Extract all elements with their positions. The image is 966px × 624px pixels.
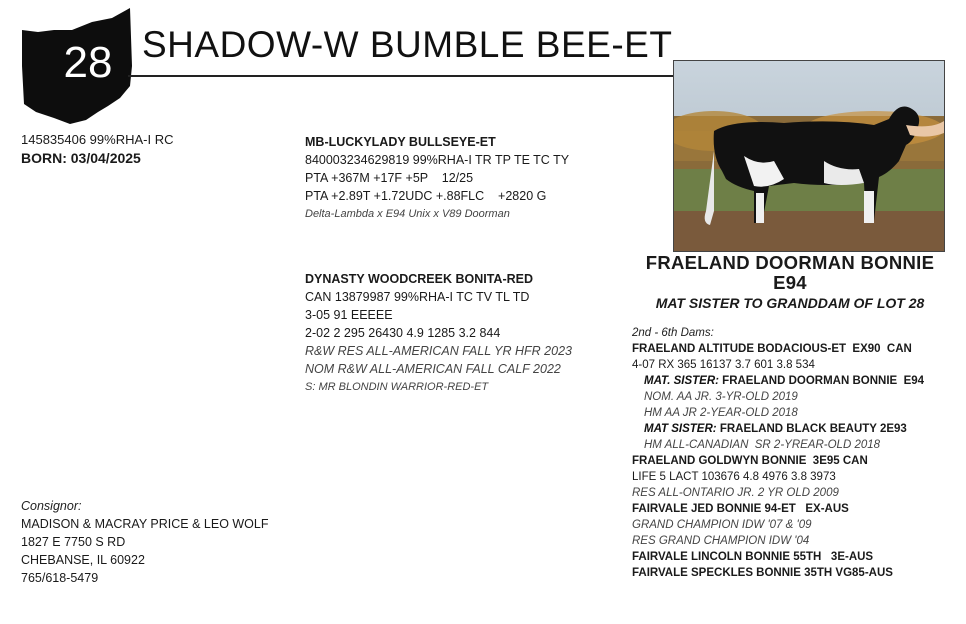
animal-title: SHADOW-W BUMBLE BEE-ET xyxy=(142,24,673,65)
dam-5-name: FAIRVALE LINCOLN BONNIE 55TH 3E-AUS xyxy=(632,551,874,563)
dam-record: 2-02 2 295 26430 4.9 1285 3.2 844 xyxy=(305,326,501,340)
dam-4-award-1: GRAND CHAMPION IDW '07 & '09 xyxy=(632,519,812,531)
mat-sister-2-label: MAT SISTER: xyxy=(644,423,717,435)
mat-sister-1-award-1: NOM. AA JR. 3-YR-OLD 2019 xyxy=(644,391,798,403)
dam-3-name: FRAELAND GOLDWYN BONNIE 3E95 CAN xyxy=(632,455,868,467)
photo-caption-score: E94 xyxy=(773,272,807,293)
mat-sister-1 xyxy=(632,373,924,389)
photo-caption xyxy=(620,253,960,313)
mat-sister-2 xyxy=(632,421,924,437)
mat-sister-1-name: FRAELAND DOORMAN BONNIE E94 xyxy=(718,375,925,387)
dam-name: DYNASTY WOODCREEK BONITA-RED xyxy=(305,272,534,286)
sire-info xyxy=(305,133,569,223)
dam-4-name: FAIRVALE JED BONNIE 94-ET EX-AUS xyxy=(632,503,849,515)
holstein-cow-image xyxy=(674,61,944,251)
dam-3-award: RES ALL-ONTARIO JR. 2 YR OLD 2009 xyxy=(632,487,839,499)
sire-registration: 840003234629819 99%RHA-I TR TP TE TC TY xyxy=(305,153,570,167)
mat-sister-1-label: MAT. SISTER: xyxy=(644,375,719,387)
sire-pedigree: Delta-Lambda x E94 Unix x V89 Doorman xyxy=(305,208,510,220)
consignor-info xyxy=(21,497,269,587)
dams-pedigree xyxy=(632,325,924,581)
mat-sister-2-name: FRAELAND BLACK BEAUTY 2E93 xyxy=(716,423,907,435)
photo-caption-subtitle: MAT SISTER TO GRANDDAM OF LOT 28 xyxy=(655,295,925,311)
dam-2-record: 4-07 RX 365 16137 3.7 601 3.8 534 xyxy=(632,359,815,371)
dam-info xyxy=(305,270,572,396)
ohio-state-badge xyxy=(20,6,132,126)
lot-number: 28 xyxy=(63,38,113,87)
photo-caption-name: FRAELAND DOORMAN BONNIE xyxy=(645,252,935,273)
dam-4-award-2: RES GRAND CHAMPION IDW '04 xyxy=(632,535,810,547)
consignor-phone: 765/618-5479 xyxy=(21,571,99,585)
dam-award-2: NOM R&W ALL-AMERICAN FALL CALF 2022 xyxy=(305,362,561,376)
dam-award-1: R&W RES ALL-AMERICAN FALL YR HFR 2023 xyxy=(305,344,572,358)
dam-3-record: LIFE 5 LACT 103676 4.8 4976 3.8 3973 xyxy=(632,471,836,483)
dam-score: 3-05 91 EEEEE xyxy=(305,308,393,322)
sire-pta-2: PTA +2.89T +1.72UDC +.88FLC +2820 G xyxy=(305,189,547,203)
dam-2-name: FRAELAND ALTITUDE BODACIOUS-ET EX90 CAN xyxy=(632,343,912,355)
birth-date: BORN: 03/04/2025 xyxy=(21,150,141,166)
dam-registration: CAN 13879987 99%RHA-I TC TV TL TD xyxy=(305,290,530,304)
dam-6-name: FAIRVALE SPECKLES BONNIE 35TH VG85-AUS xyxy=(632,567,893,579)
consignor-label: Consignor: xyxy=(21,499,82,513)
sire-name: MB-LUCKYLADY BULLSEYE-ET xyxy=(305,135,496,149)
dam-sire-note: S: MR BLONDIN WARRIOR-RED-ET xyxy=(305,381,489,393)
mat-sister-1-award-2: HM AA JR 2-YEAR-OLD 2018 xyxy=(644,407,798,419)
consignor-address: 1827 E 7750 S RD xyxy=(21,535,126,549)
animal-info xyxy=(21,131,173,167)
cow-photo xyxy=(673,60,945,252)
sire-pta-1: PTA +367M +17F +5P 12/25 xyxy=(305,171,474,185)
consignor-city: CHEBANSE, IL 60922 xyxy=(21,553,145,567)
registration-line: 145835406 99%RHA-I RC xyxy=(21,132,174,147)
mat-sister-2-award-1: HM ALL-CANADIAN SR 2-YREAR-OLD 2018 xyxy=(644,439,881,451)
consignor-name: MADISON & MACRAY PRICE & LEO WOLF xyxy=(21,517,269,531)
dams-label: 2nd - 6th Dams: xyxy=(632,327,714,339)
